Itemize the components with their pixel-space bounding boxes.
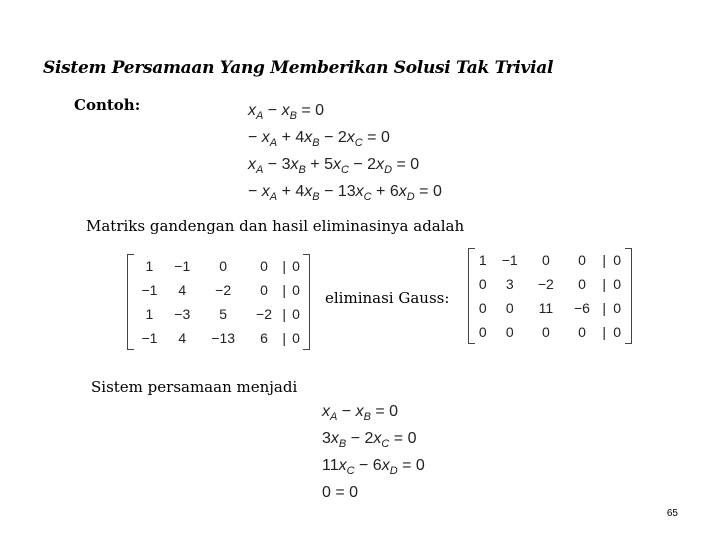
result-matrix [468,248,632,344]
matrix-separator: | [602,324,606,340]
matrix-cell: −3 [174,306,191,322]
matrix-separator: | [602,300,606,316]
matrix-cell: 0 [260,282,268,298]
matrix-cell: −13 [211,330,236,346]
matrix-cell: −1 [141,330,158,346]
matrix-separator: | [282,258,287,274]
matrix-cell: 0 [578,324,586,340]
matrix-cell: 0 [219,258,228,274]
matrix-row [133,254,304,278]
matrix-cell: 4 [178,282,187,298]
matrix-cell: 0 [260,258,268,274]
matrix-cell: 0 [541,252,550,268]
matrix-row [474,272,626,296]
matrix-cell: 1 [145,258,154,274]
matrix-separator: | [282,306,287,322]
equation-line: $3x_B - 2x_C = 0$ [322,430,417,450]
matrix-cell: 5 [219,306,228,322]
matrix-cell: 0 [292,282,300,298]
equation-line: − $x_A + 4x_B - 13x_C + 6x_D = 0$ [248,183,442,203]
matrix-cell: 3 [505,276,514,292]
matrix-row [474,320,626,344]
matrix-row [474,296,626,320]
matrix-cell: −2 [215,282,232,298]
right-bracket [303,254,310,350]
equation-line: − $x_A + 4x_B - 2x_C = 0$ [248,129,390,149]
equation-line: $x_A - 3x_B + 5x_C - 2x_D = 0$ [248,156,420,176]
equation-line: 0 = 0 [322,484,359,501]
slide-title: Sistem Persamaan Yang Memberikan Solusi Tak Trivial [43,58,554,78]
matrix-row [133,302,304,326]
matrix-cell: −1 [141,282,158,298]
right-bracket [625,248,632,344]
equation-line: $11x_C - 6x_D = 0$ [322,457,425,477]
matrix-cell: 0 [478,300,487,316]
matrix-separator: | [282,282,287,298]
matrix-separator: | [602,252,606,268]
matrix-cell: −1 [501,252,518,268]
matrix-cell: 0 [505,300,514,316]
system-description: Sistem persamaan menjadi [91,378,298,396]
equation-system-original [248,97,448,207]
matrix-cell: 0 [613,324,622,340]
matrix-cell: 0 [478,276,487,292]
matrix-cell: 0 [578,276,586,292]
matrix-cell: −6 [574,300,590,316]
matrix-row [133,326,304,350]
equation-system-result [322,398,482,508]
matrix-cell: −1 [174,258,191,274]
matrix-cell: 0 [613,252,622,268]
elimination-label: eliminasi Gauss: [325,289,450,307]
matrix-cell: 0 [613,276,622,292]
matrix-cell: 6 [260,330,268,346]
equation-line: $x_A - x_B = 0$ [322,403,399,423]
page-number: 65 [666,508,678,519]
equation-line: $x_A - x_B = 0$ [248,102,325,122]
matrix-cell: 0 [505,324,514,340]
example-label: Contoh: [74,96,141,114]
matrix-cell: 11 [538,300,554,316]
matrix-row [474,248,626,272]
matrix-cell: 0 [292,258,300,274]
matrix-row [133,278,304,302]
matrix-separator: | [602,276,606,292]
matrix-cell: 0 [478,324,487,340]
augmented-matrix [127,254,310,350]
matrix-cell: 0 [578,252,586,268]
matrix-cell: 0 [541,324,550,340]
matrix-cell: 0 [292,330,300,346]
matrix-cell: 4 [178,330,187,346]
matrix-cell: 1 [478,252,487,268]
matrix-description: Matriks gandengan dan hasil eliminasinya adalah [86,217,465,235]
matrix-cell: 0 [292,306,300,322]
matrix-cell: 1 [145,306,154,322]
matrix-cell: 0 [613,300,622,316]
matrix-cell: −2 [537,276,554,292]
matrix-separator: | [282,330,287,346]
matrix-cell: −2 [256,306,272,322]
